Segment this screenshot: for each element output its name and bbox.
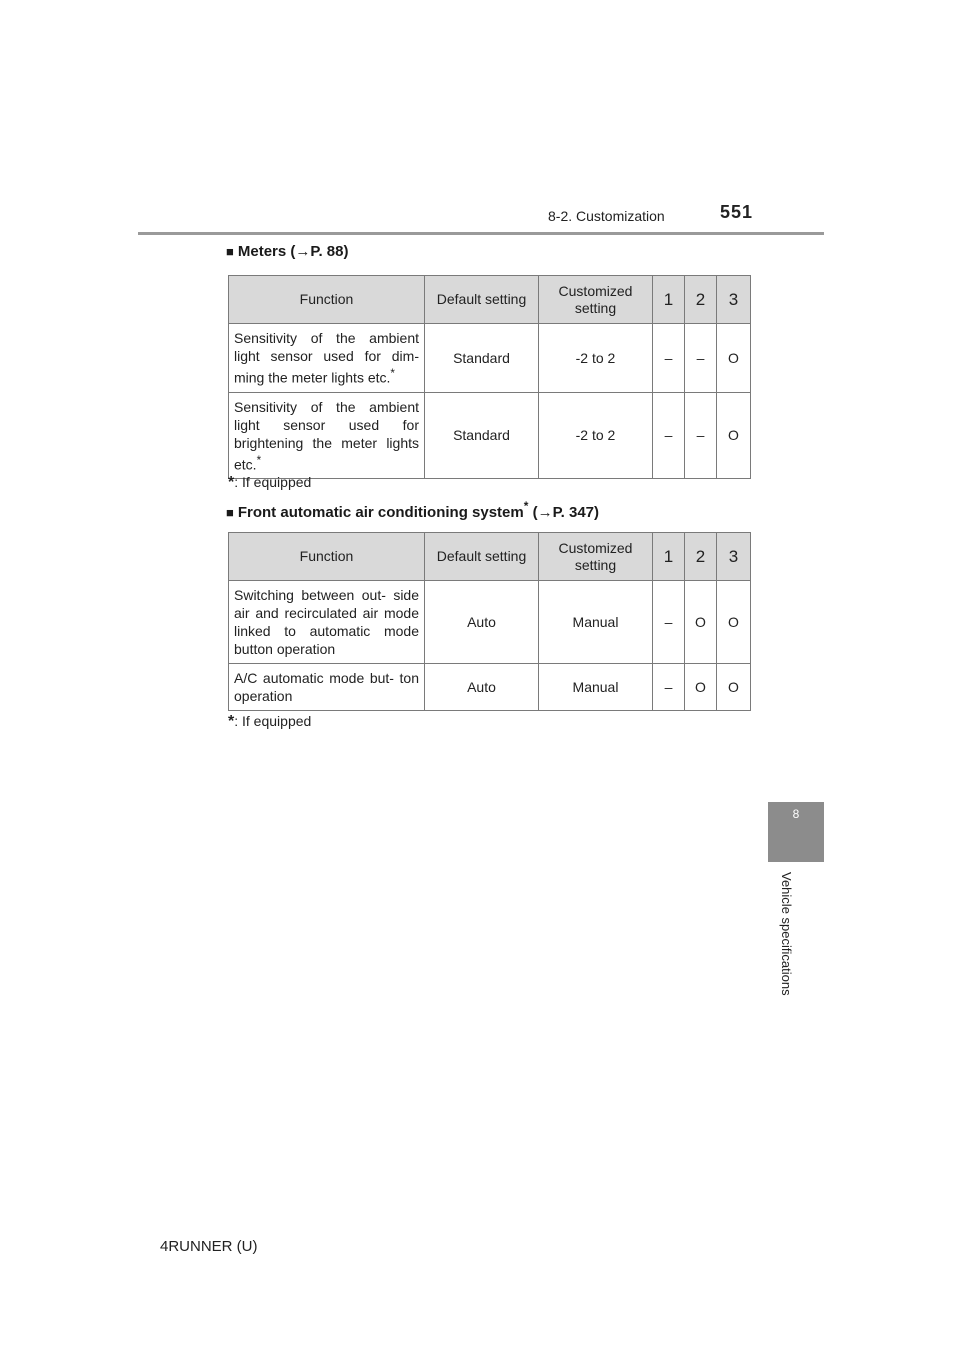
c1-cell: – — [653, 392, 685, 479]
header-rule — [138, 232, 824, 235]
column-header-function: Function — [229, 276, 425, 324]
c3-cell: O — [717, 392, 751, 479]
custom-cell: -2 to 2 — [539, 392, 653, 479]
table-row — [229, 324, 751, 393]
arrow-icon: → — [537, 504, 553, 521]
table-header-row — [229, 533, 751, 581]
table-row — [229, 664, 751, 711]
table-header-row — [229, 276, 751, 324]
c3-cell: O — [717, 664, 751, 711]
asterisk-mark: * — [390, 367, 395, 380]
chapter-label-container — [770, 872, 800, 1012]
function-cell: Sensitivity of the ambient light sensor used for brightening the meter lights etc.* — [229, 392, 425, 479]
number-3-icon: 3 — [728, 546, 739, 566]
custom-cell: Manual — [539, 581, 653, 664]
arrow-icon: → — [295, 243, 311, 260]
c2-cell: – — [685, 392, 717, 479]
column-header-2 — [685, 276, 717, 324]
column-header-2 — [685, 533, 717, 581]
section-heading-ac: ■ Front automatic air conditioning system* (→P. 347) — [226, 499, 600, 521]
footnote-meters: *: If equipped — [228, 474, 312, 491]
number-2-icon: 2 — [695, 289, 706, 309]
footer-model-name: 4RUNNER (U) — [160, 1238, 258, 1255]
default-cell: Auto — [425, 664, 539, 711]
column-header-1 — [653, 533, 685, 581]
section-heading-text: Front automatic air conditioning system — [237, 504, 524, 521]
default-cell: Standard — [425, 392, 539, 479]
page-reference: P. 347) — [552, 504, 600, 521]
number-1-icon: 1 — [663, 289, 674, 309]
column-header-3 — [717, 276, 751, 324]
chapter-label: Vehicle specifications — [779, 872, 794, 996]
column-header-function: Function — [229, 533, 425, 581]
asterisk-mark: * — [228, 474, 235, 491]
header-section-title: 8-2. Customization — [548, 208, 665, 224]
number-3-icon: 3 — [728, 289, 739, 309]
custom-cell: Manual — [539, 664, 653, 711]
column-header-default: Default setting — [425, 276, 539, 324]
number-2-icon: 2 — [695, 546, 706, 566]
table-row — [229, 392, 751, 479]
c3-cell: O — [717, 324, 751, 393]
c2-cell: – — [685, 324, 717, 393]
column-header-3 — [717, 533, 751, 581]
c1-cell: – — [653, 324, 685, 393]
function-cell: A/C automatic mode but- ton operation — [229, 664, 425, 711]
c1-cell: – — [653, 664, 685, 711]
column-header-customized: Customized setting — [539, 276, 653, 324]
page-reference: P. 88) — [310, 243, 349, 260]
function-cell: Switching between out- side air and recirculated air mode linked to automatic mode button operation — [229, 581, 425, 664]
column-header-default: Default setting — [425, 533, 539, 581]
chapter-tab — [768, 802, 824, 862]
asterisk-mark: * — [256, 453, 262, 467]
function-cell: Sensitivity of the ambient light sensor used for dim- ming the meter lights etc.* — [229, 324, 425, 393]
c2-cell: O — [685, 581, 717, 664]
asterisk-mark: * — [523, 499, 529, 513]
c2-cell: O — [685, 664, 717, 711]
chapter-number: 8 — [792, 807, 800, 821]
default-cell: Standard — [425, 324, 539, 393]
table-row — [229, 581, 751, 664]
footnote-ac: *: If equipped — [228, 713, 312, 730]
ac-table — [228, 532, 751, 711]
page-number: 551 — [720, 202, 754, 222]
column-header-customized: Customized setting — [539, 533, 653, 581]
section-heading-text: Meters ( — [237, 243, 296, 260]
square-bullet-icon: ■ — [226, 505, 234, 520]
default-cell: Auto — [425, 581, 539, 664]
meters-table — [228, 275, 751, 479]
number-1-icon: 1 — [663, 546, 674, 566]
asterisk-mark: * — [228, 713, 235, 730]
square-bullet-icon: ■ — [226, 244, 234, 259]
column-header-1 — [653, 276, 685, 324]
c1-cell: – — [653, 581, 685, 664]
c3-cell: O — [717, 581, 751, 664]
section-heading-meters — [226, 243, 348, 260]
custom-cell: -2 to 2 — [539, 324, 653, 393]
